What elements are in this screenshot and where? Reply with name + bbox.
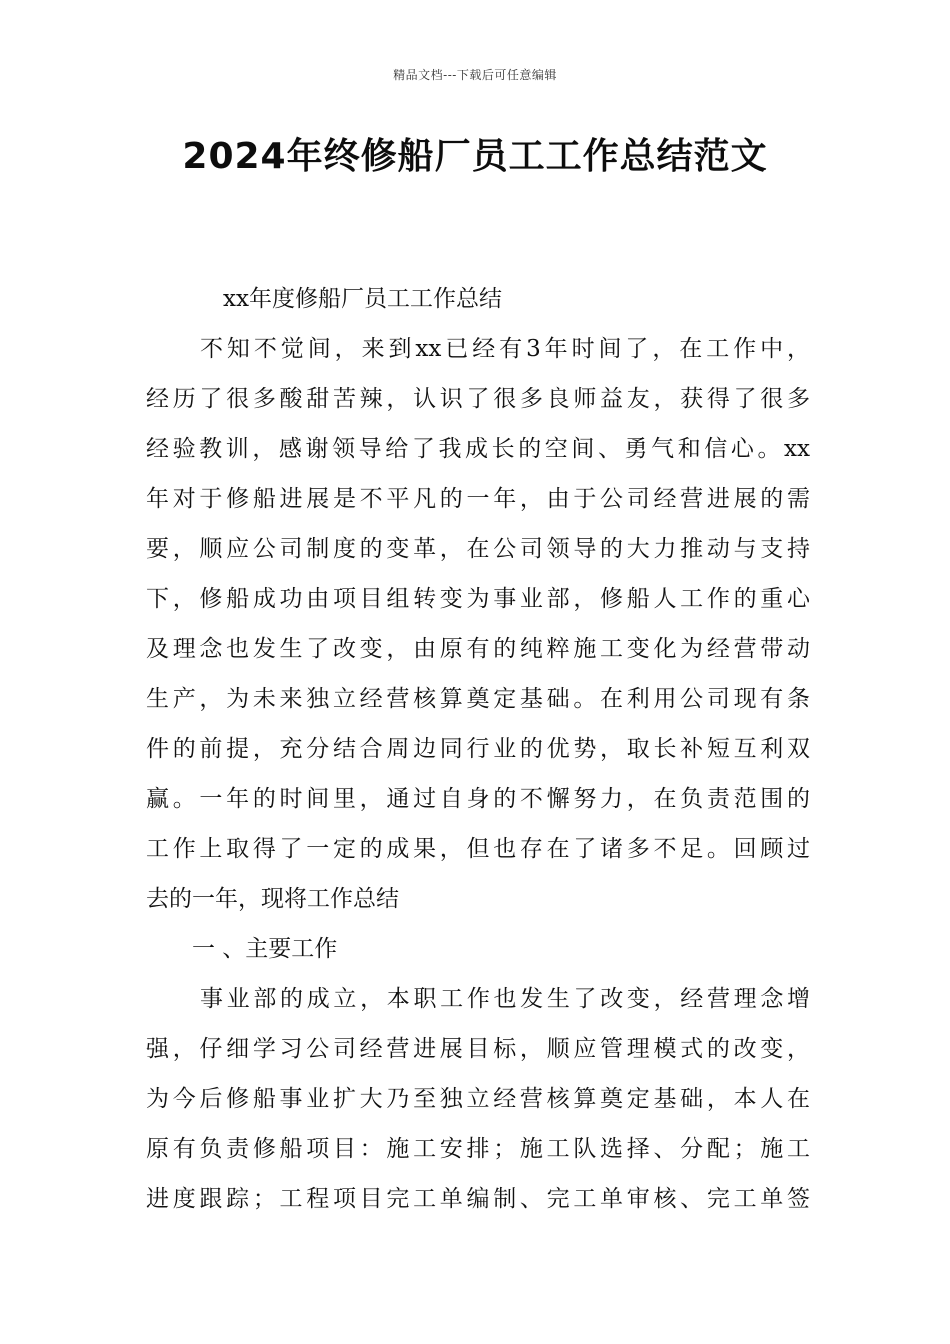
paragraph-1-line: 经历了很多酸甜苦辣，认识了很多良师益友，获得了很多 (146, 386, 810, 412)
document-title: 2024年终修船厂员工工作总结范文 (182, 136, 768, 177)
section-heading: 一 、主要工作 (192, 936, 338, 962)
paragraph-1-line: 不知不觉间，来到xx已经有3年时间了，在工作中， (200, 336, 810, 362)
paragraph-1-line: 工作上取得了一定的成果，但也存在了诸多不足。回顾过 (146, 836, 810, 862)
paragraph-2-line: 事业部的成立，本职工作也发生了改变，经营理念增 (200, 986, 810, 1012)
paragraph-2-line: 为今后修船事业扩大乃至独立经营核算奠定基础，本人在 (146, 1086, 810, 1112)
paragraph-2-line: 进度跟踪；工程项目完工单编制、完工单审核、完工单签 (146, 1186, 810, 1212)
paragraph-1-line: 要，顺应公司制度的变革，在公司领导的大力推动与支持 (146, 536, 810, 562)
paragraph-1-line: 赢。一年的时间里，通过自身的不懈努力，在负责范围的 (146, 786, 810, 812)
paragraph-2-line: 原有负责修船项目：施工安排；施工队选择、分配；施工 (146, 1136, 810, 1162)
subtitle: xx年度修船厂员工工作总结 (223, 286, 502, 312)
paragraph-1-line: 下，修船成功由项目组转变为事业部，修船人工作的重心 (146, 586, 810, 612)
paragraph-1-line: 及理念也发生了改变，由原有的纯粹施工变化为经营带动 (146, 636, 810, 662)
paragraph-1-line: 件的前提，充分结合周边同行业的优势，取长补短互利双 (146, 736, 810, 762)
paragraph-1-line: 去的一年，现将工作总结 (146, 886, 399, 912)
paragraph-2-line: 强，仔细学习公司经营进展目标，顺应管理模式的改变， (146, 1036, 810, 1062)
paragraph-1-line: 经验教训，感谢领导给了我成长的空间、勇气和信心。xx (146, 436, 810, 462)
paragraph-1-line: 生产，为未来独立经营核算奠定基础。在利用公司现有条 (146, 686, 810, 712)
document-body (146, 274, 810, 1224)
paragraph-1-line: 年对于修船进展是不平凡的一年，由于公司经营进展的需 (146, 486, 810, 512)
header-note: 精品文档---下载后可任意编辑 (393, 68, 557, 82)
